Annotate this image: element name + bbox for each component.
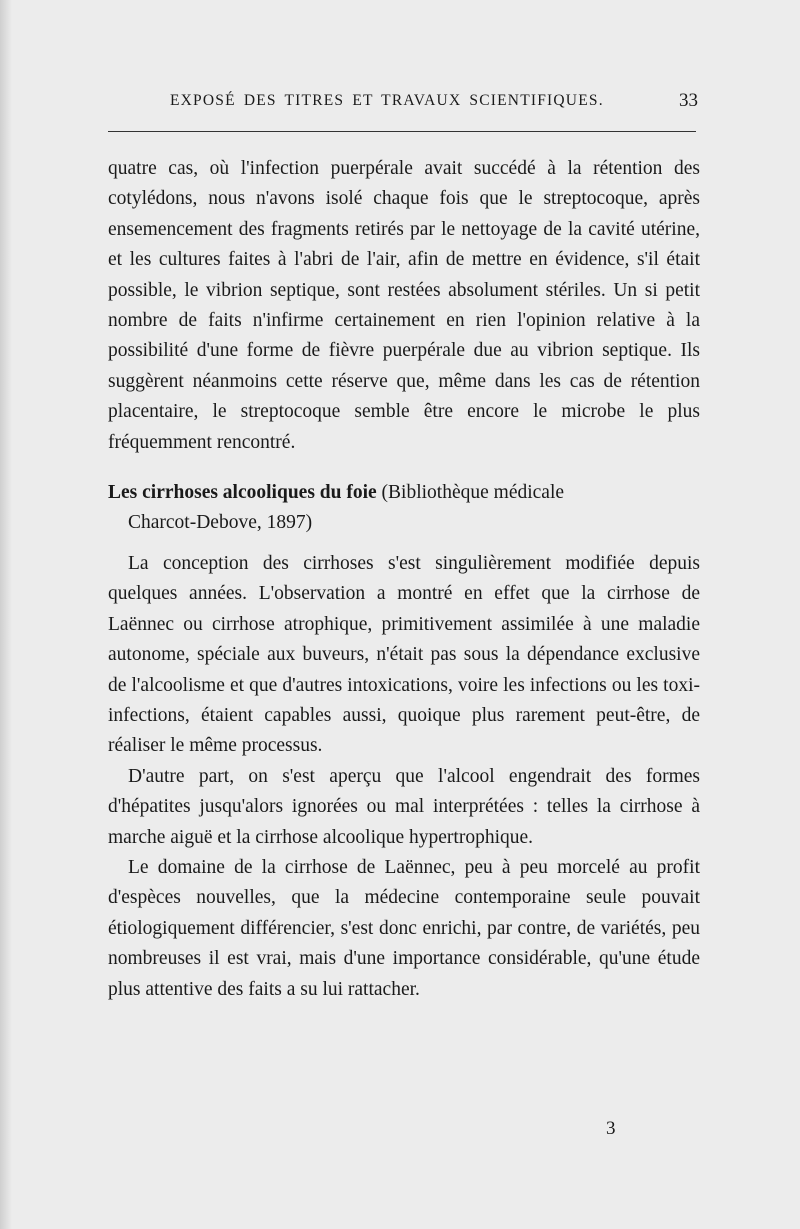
paragraph: La conception des cirrhoses s'est singulièrement modifiée depuis quelques années. L'observation a montré en effet que la cirrhose de Laënnec ou cirrhose atrophique, primitivement assimilée à une maladie autonome, spéciale aux buveurs, n'était pas sous la dépendance exclusive de l'alcoolisme et que d'autres intoxications, voire les infections ou les toxi-infections, étaient capables aussi, quoique plus rarement peut-être, de réaliser le même processus. — [108, 552, 700, 757]
section-title: Les cirrhoses alcooliques du foie — [108, 482, 377, 504]
body-text — [108, 154, 700, 1005]
running-title: EXPOSÉ DES TITRES ET TRAVAUX SCIENTIFIQUES. — [170, 92, 604, 109]
page-edge-shadow — [0, 0, 12, 1229]
paragraph: Le domaine de la cirrhose de Laënnec, peu à peu morcelé au profit d'espèces nouvelles, que la médecine contemporaine seule pouvait étiologiquement différencier, s'est donc enrichi, par contre, de variétés, peu nombreuses il est vrai, mais d'une importance considérable, qu'une étude plus attentive des faits a su lui rattacher. — [108, 856, 700, 1000]
section-source: (Bibliothèque médicale — [381, 482, 565, 504]
section-heading — [108, 478, 700, 539]
paragraph: D'autre part, on s'est aperçu que l'alcool engendrait des formes d'hépatites jusqu'alors ignorées ou mal interprétées : telles la cirrhose à marche aiguë et la cirrhose alcoolique hypertrophique. — [108, 765, 700, 848]
section-source-continued: Charcot-Debove, 1897) — [128, 512, 313, 534]
heading-spacer — [108, 539, 700, 549]
header-rule — [108, 131, 696, 132]
page-number: 33 — [679, 90, 698, 111]
signature-mark: 3 — [606, 1118, 616, 1139]
page-header — [108, 90, 700, 116]
paragraph-continuation: quatre cas, où l'infection puerpérale avait succédé à la rétention des cotylédons, nous n'avons isolé chaque fois que le streptocoque, après ensemencement des fragments retirés par le nettoyage de la cavité utérine, et les cultures faites à l'abri de l'air, afin de mettre en évidence, s'il était possible, le vibrion septique, sont restées absolument stériles. Un si petit nombre de faits n'infirme certainement en rien l'opinion relative à la possibilité d'une forme de fièvre puerpérale due au vibrion septique. Ils suggèrent néanmoins cette réserve que, même dans les cas de rétention placentaire, le streptocoque semble être encore le microbe le plus fréquemment rencontré. — [108, 158, 700, 453]
section-spacer — [108, 458, 700, 478]
